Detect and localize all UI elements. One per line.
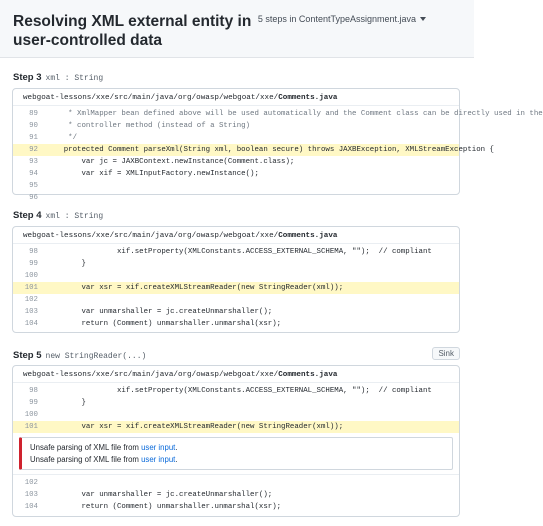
- line-number: 98: [29, 248, 38, 256]
- highlighted-code-line: [13, 144, 494, 156]
- alert-text-end: .: [175, 455, 178, 464]
- step-description: xml : String: [45, 212, 104, 221]
- line-number: 104: [24, 320, 38, 328]
- line-number: 89: [29, 110, 38, 118]
- code-text: }: [46, 260, 86, 268]
- code-line: [13, 385, 459, 397]
- code-text: xif.setProperty(XMLConstants.ACCESS_EXTERNAL_SCHEMA, ""); // compliant: [46, 387, 432, 395]
- code-text: }: [46, 399, 86, 407]
- code-line: [13, 489, 459, 501]
- code-text: return (Comment) unmarshaller.unmarshal(xsr);: [46, 320, 282, 328]
- code-line: [13, 409, 459, 421]
- file-path[interactable]: [13, 366, 459, 383]
- code-line: [13, 156, 459, 168]
- chevron-down-icon: [420, 17, 426, 21]
- line-number: 92: [29, 146, 38, 154]
- code-text: * controller method (instead of a String): [46, 122, 251, 130]
- step-5-header: [13, 350, 146, 361]
- step-label: Step 4: [13, 210, 42, 221]
- code-line: [13, 477, 459, 489]
- file-name[interactable]: Comments.java: [278, 94, 338, 102]
- code-text: var xsr = xif.createXMLStreamReader(new StringReader(xml));: [46, 284, 344, 292]
- line-number: 102: [24, 479, 38, 487]
- line-number: 94: [29, 170, 38, 178]
- line-number: 96: [29, 194, 38, 202]
- step-4-code-card: [12, 226, 460, 333]
- code-text: var xsr = xif.createXMLStreamReader(new StringReader(xml));: [46, 423, 344, 431]
- alert-text-end: .: [175, 443, 178, 452]
- line-number: 101: [24, 423, 38, 431]
- code-line: [13, 501, 459, 513]
- line-number: 98: [29, 387, 38, 395]
- line-number: 99: [29, 399, 38, 407]
- step-label: Step 3: [13, 72, 42, 83]
- alert-message-box: [19, 437, 453, 470]
- code-text: var unmarshaller = jc.createUnmarshaller();: [46, 308, 273, 316]
- code-line: [13, 246, 459, 258]
- line-number: 100: [24, 272, 38, 280]
- file-path[interactable]: [13, 89, 459, 106]
- alert-text: Unsafe parsing of XML file from: [30, 443, 139, 452]
- step-description: new StringReader(...): [45, 352, 147, 361]
- code-line: [13, 258, 459, 270]
- sink-badge: Sink: [432, 347, 460, 360]
- code-text: var xif = XMLInputFactory.newInstance();: [46, 170, 259, 178]
- line-number: 101: [24, 284, 38, 292]
- code-line: [13, 270, 459, 282]
- step-3-code-card: [12, 88, 543, 202]
- code-line: [13, 318, 459, 330]
- code-line: [13, 306, 459, 318]
- file-path-prefix: webgoat-lessons/xxe/src/main/java/org/owasp/webgoat/xxe/: [23, 94, 279, 102]
- file-path-prefix: webgoat-lessons/xxe/src/main/java/org/owasp/webgoat/xxe/: [23, 371, 279, 379]
- code-line: [13, 294, 459, 306]
- step-label: Step 5: [13, 350, 42, 361]
- code-line: [13, 132, 459, 144]
- file-name[interactable]: Comments.java: [278, 371, 338, 379]
- step-5-code-card: [12, 365, 460, 517]
- line-number: 100: [24, 411, 38, 419]
- alert-text: Unsafe parsing of XML file from: [30, 455, 139, 464]
- line-number: 90: [29, 122, 38, 130]
- code-line: [13, 180, 459, 192]
- line-number: 102: [24, 296, 38, 304]
- code-line: [13, 192, 459, 204]
- file-path[interactable]: [13, 227, 459, 244]
- alert-message-line: [30, 443, 178, 452]
- user-input-link[interactable]: user input: [141, 443, 176, 452]
- file-path-prefix: webgoat-lessons/xxe/src/main/java/org/owasp/webgoat/xxe/: [23, 232, 279, 240]
- code-text: var jc = JAXBContext.newInstance(Comment.class);: [46, 158, 295, 166]
- code-text: */: [46, 134, 78, 142]
- step-3-header: [13, 72, 103, 83]
- step-description: xml : String: [45, 74, 104, 83]
- alert-header: [0, 0, 474, 58]
- line-number: 103: [24, 308, 38, 316]
- line-number: 95: [29, 182, 38, 190]
- code-text: return (Comment) unmarshaller.unmarshal(xsr);: [46, 503, 282, 511]
- line-number: 91: [29, 134, 38, 142]
- code-line: [13, 168, 459, 180]
- alert-message-line: [30, 455, 178, 464]
- code-text: * XmlMapper bean defined above will be used automatically and the Comment class can be directly used in the: [46, 110, 543, 118]
- page-title: Resolving XML external entity in user-controlled data: [13, 13, 252, 49]
- steps-selector[interactable]: [258, 14, 426, 24]
- code-line: [13, 120, 459, 132]
- step-4-header: [13, 210, 103, 221]
- line-number: 104: [24, 503, 38, 511]
- code-text: var unmarshaller = jc.createUnmarshaller();: [46, 491, 273, 499]
- code-text: xif.setProperty(XMLConstants.ACCESS_EXTERNAL_SCHEMA, ""); // compliant: [46, 248, 432, 256]
- line-number: 99: [29, 260, 38, 268]
- file-name[interactable]: Comments.java: [278, 232, 338, 240]
- steps-selector-label: 5 steps in ContentTypeAssignment.java: [257, 14, 416, 24]
- code-line: [13, 397, 459, 409]
- user-input-link[interactable]: user input: [141, 455, 176, 464]
- highlighted-code-line: [13, 421, 459, 433]
- code-line: [13, 108, 543, 120]
- line-number: 103: [24, 491, 38, 499]
- line-number: 93: [29, 158, 38, 166]
- highlighted-code-line: [13, 282, 459, 294]
- code-text: protected Comment parseXml(String xml, boolean secure) throws JAXBException, XMLStreamException {: [46, 146, 494, 154]
